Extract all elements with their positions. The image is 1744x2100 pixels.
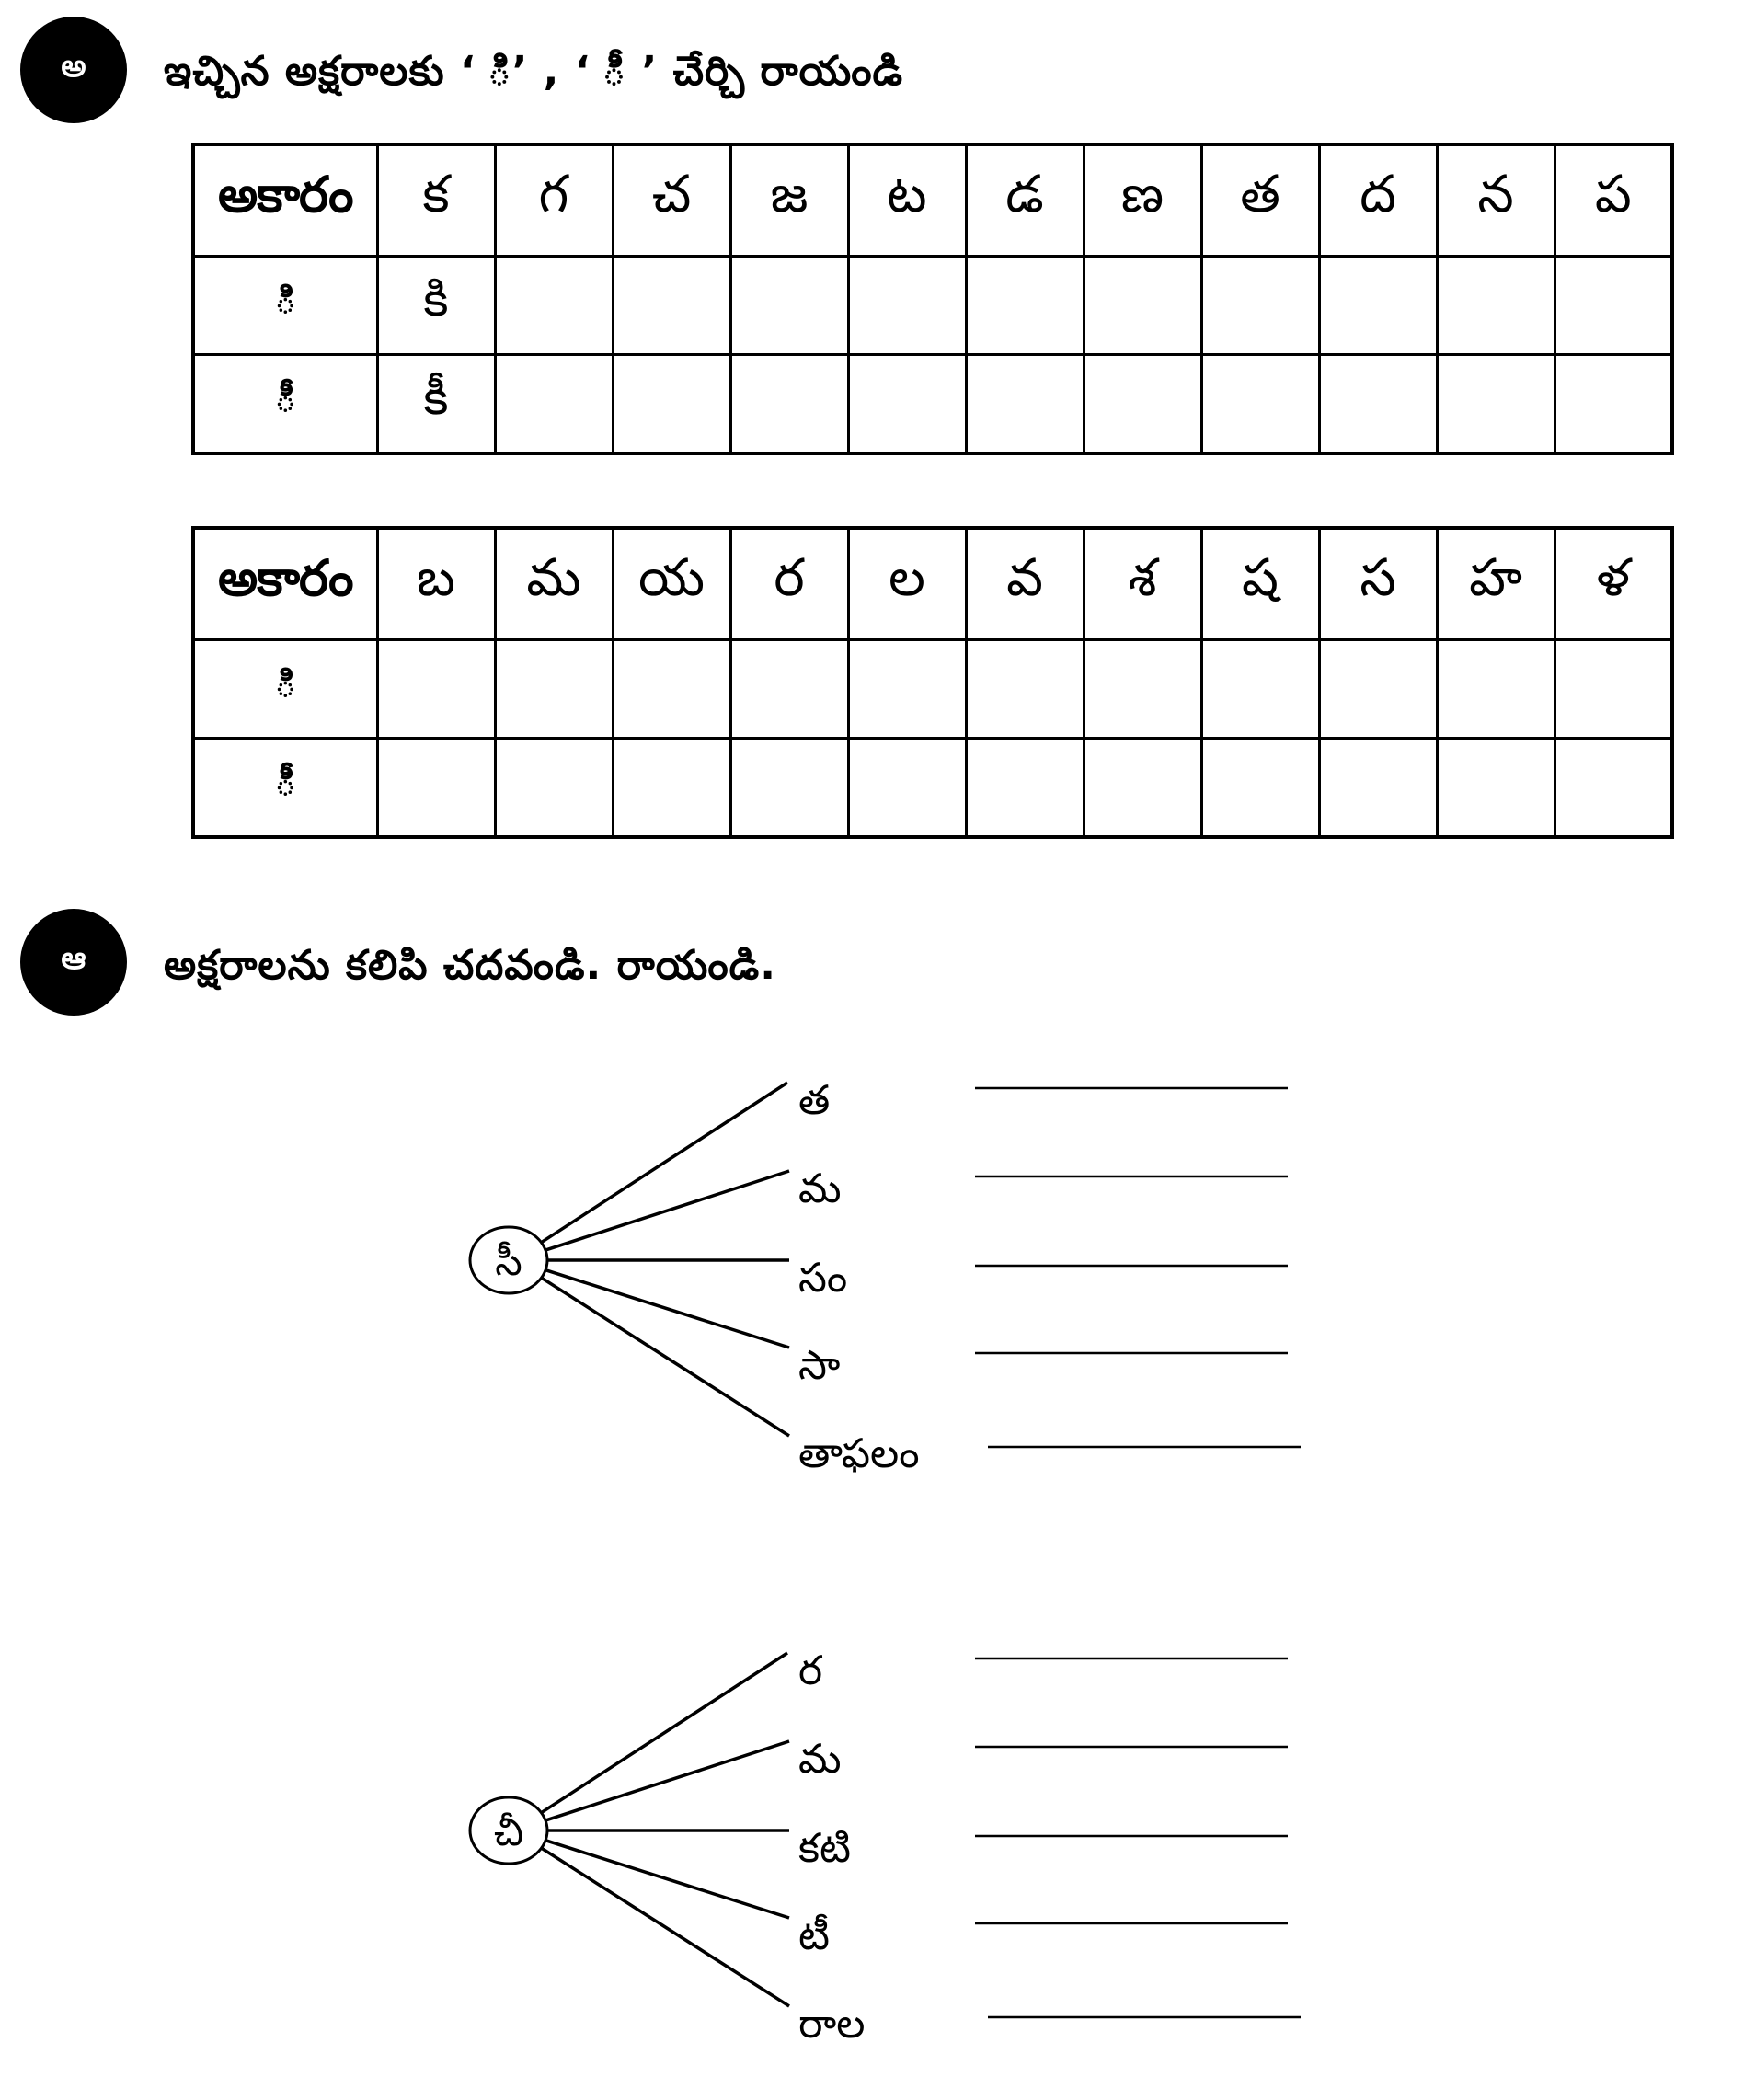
consonant-cell: ల	[848, 528, 966, 640]
vowel-sign-label: ి	[193, 257, 377, 355]
branch-line	[545, 1171, 789, 1250]
branch-syllable: సం	[798, 1255, 848, 1302]
consonant-cell: ణ	[1084, 144, 1201, 257]
section-aa-badge-letter: ఆ	[61, 940, 86, 977]
section-a-badge-letter: అ	[61, 48, 86, 85]
consonant-cell: ట	[848, 144, 966, 257]
branch-line	[542, 1278, 789, 1436]
branch-line	[545, 1741, 789, 1820]
consonant-cell: య	[613, 528, 730, 640]
answer-cell-filled: కీ	[377, 355, 495, 454]
section-aa-instruction: అక్షరాలను కలిపి చదవండి. రాయండి.	[164, 942, 776, 989]
vowel-sign-label: ీ	[193, 739, 377, 838]
branch-syllable: మ	[798, 1736, 842, 1783]
consonant-cell: జ	[730, 144, 848, 257]
branch-syllable: రాల	[798, 2001, 866, 2048]
consonant-cell: చ	[613, 144, 730, 257]
center-syllable: సీ	[495, 1239, 522, 1284]
branch-syllable: టీ	[798, 1912, 830, 1959]
consonant-cell: శ	[1084, 528, 1201, 640]
consonant-cell: న	[1437, 144, 1555, 257]
row-label-header: అకారం	[193, 144, 377, 257]
consonant-cell: క	[377, 144, 495, 257]
consonant-cell: హ	[1437, 528, 1555, 640]
consonant-cell: మ	[495, 528, 613, 640]
center-syllable: చీ	[493, 1809, 524, 1854]
branch-syllable: సా	[798, 1342, 841, 1389]
consonant-cell: డ	[966, 144, 1084, 257]
consonant-cell: త	[1201, 144, 1319, 257]
vowel-sign-label: ీ	[193, 355, 377, 454]
consonant-cell: బ	[377, 528, 495, 640]
branch-syllable: కటి	[798, 1825, 851, 1872]
row-label-header: అకారం	[193, 528, 377, 640]
consonant-cell: ళ	[1555, 528, 1672, 640]
consonant-cell: ర	[730, 528, 848, 640]
section-a-instruction: ఇచ్చిన అక్షరాలకు ‘ ి’ , ‘ ీ ’ చేర్చి రాయండి	[164, 48, 904, 95]
branch-syllable: త	[798, 1077, 831, 1124]
consonant-cell: ష	[1201, 528, 1319, 640]
branch-syllable: మ	[798, 1165, 842, 1212]
answer-cell-filled: కి	[377, 257, 495, 355]
branch-line	[541, 1083, 787, 1243]
consonant-cell: గ	[495, 144, 613, 257]
branch-line	[545, 1270, 789, 1348]
branch-syllable: ర	[798, 1647, 823, 1694]
vowel-sign-label: ి	[193, 640, 377, 739]
branch-line	[545, 1841, 789, 1918]
branch-line	[541, 1653, 787, 1813]
consonant-cell: ద	[1319, 144, 1437, 257]
consonant-cell: ప	[1555, 144, 1672, 257]
consonant-cell: స	[1319, 528, 1437, 640]
consonant-cell: వ	[966, 528, 1084, 640]
branch-line	[542, 1848, 789, 2006]
branch-syllable: తాఫలం	[798, 1430, 920, 1477]
